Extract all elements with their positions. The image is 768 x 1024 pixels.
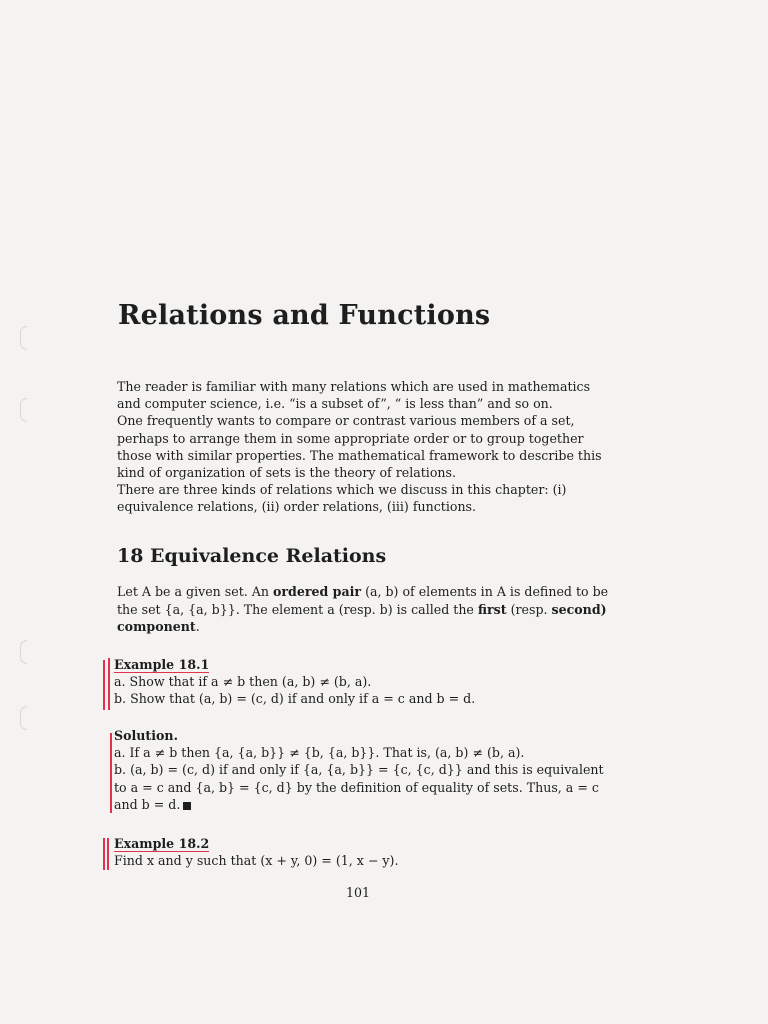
solution-part-a: a. If a ≠ b then {a, {a, b}} ≠ {b, {a, b}}. That is, (a, b) ≠ (b, a).	[114, 745, 525, 761]
solution-part-b-line: b. (a, b) = (c, d) if and only if {a, {a, b}} = {c, {c, d}} and this is equivalent	[114, 762, 604, 778]
text-run: (a, b) of elements in A is defined to be the set {a, {a, b}}. The element a (resp. b) is called the	[117, 584, 609, 617]
qed-icon	[183, 802, 191, 810]
section-intro	[117, 583, 609, 636]
page-number: 101	[346, 885, 371, 900]
example-heading: Example 18.1	[114, 657, 210, 672]
intro-paragraph: One frequently wants to compare or contrast various members of a set, perhaps to arrange them in some appropriate order or to group together those with similar properties. The mathematical framework to describe this kind of organization of sets is the theory of relations.	[117, 413, 602, 481]
intro-paragraph: There are three kinds of relations which we discuss in this chapter: (i) equivalence relations, (ii) order relations, (iii) functions.	[117, 482, 567, 515]
text-run: .	[195, 619, 200, 635]
annotation-margin-line	[103, 838, 105, 870]
annotation-margin-line	[110, 733, 112, 813]
example-text: Find x and y such that (x + y, 0) = (1, x − y).	[114, 853, 399, 869]
intro-paragraph: The reader is familiar with many relations which are used in mathematics and computer science, i.e. “is a subset of”, “ is less than” and so on.	[117, 379, 591, 412]
scan-artifact	[20, 640, 27, 664]
text-run: (resp.	[506, 601, 552, 617]
section-title: 18 Equivalence Relations	[117, 545, 387, 567]
example-part-a: a. Show that if a ≠ b then (a, b) ≠ (b, a).	[114, 674, 372, 690]
example-part-b: b. Show that (a, b) = (c, d) if and only if a = c and b = d.	[114, 691, 476, 707]
annotation-margin-line	[108, 658, 110, 710]
solution-part-b-line	[114, 796, 609, 813]
annotation-margin-line	[107, 838, 109, 870]
example-18-1	[114, 656, 594, 708]
term-ordered-pair: ordered pair	[272, 584, 362, 599]
term-first: first	[477, 601, 507, 617]
text-run: Let A be a given set. An	[117, 584, 273, 599]
chapter-title: Relations and Functions	[118, 300, 491, 331]
solution-heading: Solution.	[114, 728, 178, 743]
annotation-margin-line	[103, 660, 105, 710]
solution-part-b-line: to a = c and {a, b} = {c, d} by the definition of equality of sets. Thus, a = c	[114, 779, 599, 795]
example-18-2	[114, 835, 514, 869]
solution-18-1	[114, 727, 609, 813]
scan-artifact	[20, 706, 27, 730]
scan-artifact	[20, 326, 27, 350]
scan-artifact	[20, 398, 27, 422]
text-run: and b = d.	[114, 796, 181, 812]
chapter-intro	[117, 378, 609, 516]
term-second-component: second) component	[117, 601, 607, 635]
example-heading: Example 18.2	[114, 836, 210, 851]
